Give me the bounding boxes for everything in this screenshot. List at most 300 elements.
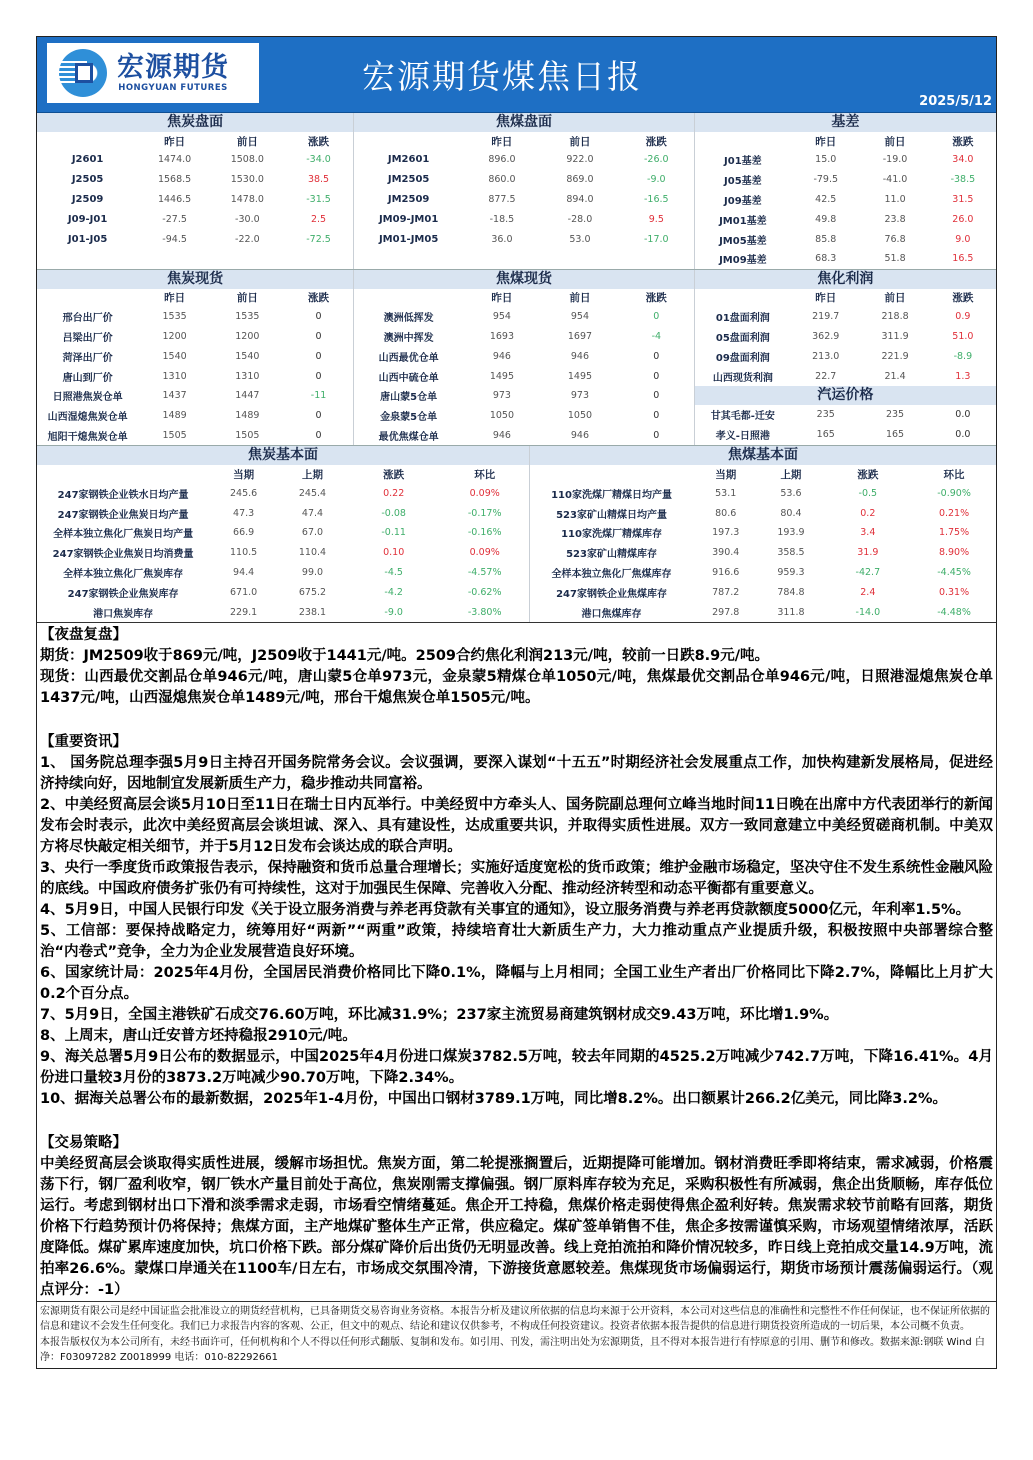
change-value: 0 [315, 350, 322, 362]
panel-title: 焦炭基本面 [37, 446, 529, 465]
coke-fundamentals-table [37, 465, 529, 622]
table-header-row [37, 465, 529, 483]
report-date: 2025/5/12 [919, 94, 992, 109]
truck-freight-table [695, 405, 996, 445]
table-row [354, 327, 693, 347]
column-header: 昨日 [164, 135, 186, 148]
prior-day-value: -19.0 [882, 154, 908, 166]
table-row [695, 405, 996, 425]
current-value: 297.8 [712, 606, 740, 618]
row-label: 247家钢铁企业焦炭库存 [67, 588, 179, 600]
yesterday-value: 1050 [489, 410, 515, 422]
row-label: 全样本独立焦化厂焦炭日均产量 [53, 529, 194, 541]
coke-spot-table [37, 289, 353, 446]
row-label: 01盘面利润 [715, 313, 770, 325]
row-label: 247家钢铁企业焦炭日均消费量 [52, 549, 194, 561]
table-row [695, 229, 996, 249]
yesterday-value: 1535 [162, 311, 187, 323]
column-header: 环比 [943, 468, 965, 481]
change-percent: 8.90% [938, 547, 970, 559]
table-row [37, 426, 353, 446]
table-row [37, 582, 529, 602]
previous-value: 238.1 [298, 606, 327, 618]
change-value: 34.0 [952, 154, 974, 166]
news-item: 3、央行一季度货币政策报告表示，保持融资和货币总量合理增长；实施好适度宽松的货币政策；维护金融市场稳定，坚决守住不发生系统性金融风险的底线。中国政府债务扩张仍有可持续性，这对于加强民生保障、完善收入分配、推动经济转型和动态平衡都有重要意义。 [40, 859, 993, 897]
change-value: -31.5 [306, 193, 331, 205]
row-label: J01基差 [724, 156, 762, 168]
table-row [695, 209, 996, 229]
row-label: 247家钢铁企业焦炭日均产量 [57, 509, 189, 521]
current-value: 671.0 [230, 586, 258, 598]
news-item: 6、国家统计局：2025年4月份，全国居民消费价格同比下降0.1%，降幅与上月相同；全国工业生产者出厂价格同比下降2.7%，降幅比上月扩大0.2个百分点。 [40, 964, 993, 1002]
table-row [695, 150, 996, 170]
prior-day-value: 235 [885, 409, 905, 421]
row-label: JM2601 [387, 154, 430, 166]
yesterday-value: 36.0 [491, 233, 513, 245]
row-label: J01-J05 [67, 233, 108, 245]
previous-value: 99.0 [301, 566, 324, 578]
coke-fundamentals-panel [37, 446, 530, 622]
change-percent: 0.09% [469, 547, 500, 559]
column-header: 前日 [236, 135, 258, 148]
yesterday-value: 68.3 [815, 253, 837, 265]
column-header: 前日 [569, 292, 591, 305]
coking-coal-fundamentals-panel [530, 446, 996, 622]
column-header: 涨跌 [645, 292, 667, 305]
previous-value: 193.9 [777, 527, 805, 539]
yesterday-value: 165 [816, 429, 835, 441]
news-item: 1、 国务院总理李强5月9日主持召开国务院常务会议。会议强调，要深入谋划“十五五”时期经济社会发展重点工作，加快构建新发展格局，促进经济持续向好，因地制宜发展新质生产力，稳步推动共同富裕。 [40, 754, 993, 792]
prior-day-value: 954 [570, 311, 590, 323]
panel-title: 焦煤盘面 [354, 113, 693, 132]
row-label: 金泉蒙5仓单 [380, 412, 438, 424]
column-header: 昨日 [491, 292, 513, 305]
data-tables [37, 113, 996, 623]
yesterday-value: 362.9 [812, 330, 840, 342]
table-row [37, 327, 353, 347]
row-label: 05盘面利润 [715, 332, 770, 344]
column-header: 涨跌 [383, 468, 405, 481]
yesterday-value: 877.5 [488, 193, 516, 205]
prior-day-value: 76.8 [884, 233, 906, 245]
prior-day-value: 1535 [235, 311, 260, 323]
strategy-text: 中美经贸高层会谈取得实质性进展，缓解市场担忧。焦炭方面，第二轮提涨搁置后，近期提降可能增加。钢材消费旺季即将结束，需求减弱，价格震荡下行，钢厂盈利收窄，钢厂铁水产量目前处于高位，焦炭刚需支撑偏强。钢厂原料库存较为充足，采购积极性有所减弱，焦企出货顺畅，库存低位运行。考虑到钢材出口下滑和淡季需求走弱，市场看空情绪蔓延。焦企开工持稳，焦煤价格走弱使得焦企盈利好转。焦炭需求较节前略有回落，期货价格下行趋势预计仍将保持；焦煤方面，主产地煤矿整体生产正常，供应稳定。煤矿签单销售不佳，焦企多按需谨慎采购，市场观望情绪浓厚，活跃度降低。煤矿累库速度加快，坑口价格下跌。部分煤矿降价后出货仍无明显改善。线上竞拍流拍和降价情况较多，昨日线上竞拍成交量14.9万吨，流拍率26.6%。蒙煤口岸通关在1100车/日左右，市场成交氛围冷清，下游接货意愿较差。焦煤现货市场偏弱运行，期货市场预计震荡偏弱运行。（观点评分：-1） [40, 1155, 993, 1298]
yesterday-value: 1693 [489, 330, 515, 342]
prior-day-value: 973 [570, 390, 590, 402]
logo-en-text: HONGYUAN FUTURES [118, 83, 228, 93]
row-label: 孝义-日照港 [715, 431, 770, 443]
table-row [354, 426, 693, 446]
table-row [37, 307, 353, 327]
row-label: 吕梁出厂价 [62, 332, 113, 344]
current-value: 390.4 [712, 547, 740, 559]
column-header: 环比 [474, 468, 496, 481]
coke-futures-table [37, 132, 353, 269]
disclaimer [37, 1301, 996, 1368]
column-header [37, 132, 138, 150]
change-value: -16.5 [644, 193, 669, 205]
prior-day-value: 1530.0 [230, 174, 264, 186]
change-value: 0.9 [955, 311, 971, 323]
table-row [37, 366, 353, 386]
current-value: 110.5 [230, 547, 258, 559]
table-row [695, 307, 996, 327]
news-item: 9、海关总署5月9日公布的数据显示，中国2025年4月份进口煤炭3782.5万吨，较去年同期的4525.2万吨减少742.7万吨，下降16.41%。4月份进口量较3月份的3873.2万吨减少90.70万吨，下降2.34%。 [40, 1048, 993, 1086]
change-value: 0 [315, 311, 322, 323]
change-percent: -0.62% [467, 586, 502, 598]
news-item: 4、5月9日，中国人民银行印发《关于设立服务消费与养老再贷款有关事宜的通知》，设立服务消费与养老再贷款额度5000亿元，年利率1.5%。 [40, 901, 971, 918]
column-header: 上期 [780, 468, 802, 481]
change-value: 0 [315, 410, 322, 422]
change-value: 0 [653, 390, 660, 402]
yesterday-value: 42.5 [815, 193, 837, 205]
prior-day-value: 311.9 [881, 330, 909, 342]
row-label: J2509 [71, 193, 104, 205]
column-header: 昨日 [491, 135, 513, 148]
column-header [354, 289, 463, 307]
news-section [37, 730, 996, 1131]
column-header: 涨跌 [308, 135, 330, 148]
table-row [354, 346, 693, 366]
change-value: -42.7 [855, 566, 881, 578]
table-row [354, 366, 693, 386]
previous-value: 784.8 [777, 586, 805, 598]
table-row [530, 602, 996, 622]
news-item: 10、据海关总署公布的最新数据，2025年1-4月份，中国出口钢材3789.1万吨，同比增8.2%。出口额累计266.2亿美元，同比降3.2%。 [40, 1090, 947, 1107]
table-row [695, 366, 996, 386]
change-value: 0 [653, 350, 660, 362]
prior-day-value: -28.0 [567, 213, 593, 225]
table-row [37, 170, 353, 190]
previous-value: 311.8 [777, 606, 805, 618]
change-value: -34.0 [306, 154, 331, 166]
column-header: 上期 [302, 468, 323, 481]
change-percent: -0.17% [467, 507, 502, 519]
current-value: 197.3 [712, 527, 740, 539]
panel-title: 焦化利润 [695, 270, 996, 289]
table-row [354, 190, 693, 210]
row-label: J05基差 [724, 176, 762, 188]
change-percent: -3.80% [467, 606, 502, 618]
change-value: 0.0 [955, 429, 971, 441]
table-header-row [695, 132, 996, 150]
yesterday-value: -18.5 [489, 213, 515, 225]
column-header: 昨日 [815, 292, 837, 305]
change-percent: 0.31% [938, 586, 970, 598]
row-label: JM01-JM05 [378, 233, 439, 245]
current-value: 66.9 [233, 527, 255, 539]
yesterday-value: -27.5 [162, 213, 187, 225]
change-value: -11 [310, 390, 327, 402]
change-value: -4 [651, 330, 662, 342]
hongyuan-logo-icon [55, 47, 111, 99]
row-label: 09盘面利润 [715, 352, 770, 364]
change-percent: -0.16% [467, 527, 502, 539]
table-row [530, 483, 996, 503]
row-label: 110家洗煤厂精煤库存 [561, 529, 662, 541]
section-heading: 【交易策略】 [40, 1134, 127, 1151]
prior-day-value: -22.0 [235, 233, 260, 245]
table-row [354, 209, 693, 229]
yesterday-value: 1495 [489, 370, 515, 382]
change-value: 0.0 [955, 409, 971, 421]
row-label: 全样本独立焦化厂焦煤库存 [551, 568, 672, 580]
row-label: 澳洲低挥发 [383, 313, 434, 325]
coking-profit-table [695, 289, 996, 386]
row-label: 菏泽出厂价 [62, 352, 113, 364]
previous-value: 80.4 [780, 507, 802, 519]
news-item: 5、工信部：要保持战略定力，统筹用好“两新”“两重”政策，持续培育壮大新质生产力，大力推动重点产业提质升级，积极按照中央部署综合整治“内卷式”竞争，全力为企业发展营造良好环境。 [40, 922, 993, 960]
row-label: JM2509 [387, 193, 430, 205]
change-value: 0 [315, 370, 322, 382]
previous-value: 47.4 [301, 507, 324, 519]
previous-value: 675.2 [298, 586, 327, 598]
row-label: J2505 [71, 174, 104, 186]
change-value: 9.0 [955, 233, 971, 245]
panel-title: 基差 [695, 113, 996, 132]
change-value: 31.5 [952, 193, 974, 205]
column-header: 前日 [236, 292, 258, 305]
yesterday-value: 15.0 [815, 154, 837, 166]
row-label: 523家矿山精煤日均产量 [556, 509, 667, 521]
strategy-section [37, 1131, 996, 1301]
table-row [695, 249, 996, 269]
change-value: -9.0 [647, 174, 666, 186]
table-row [695, 425, 996, 445]
change-value: -14.0 [855, 606, 881, 618]
prior-day-value: -41.0 [882, 174, 908, 186]
table-row [354, 150, 693, 170]
change-value: 1.3 [955, 370, 971, 382]
yesterday-value: 213.0 [812, 350, 840, 362]
night-spot-text: 现货：山西最优交割品仓单946元/吨，唐山蒙5仓单973元，金泉蒙5精煤仓单1050元/吨，焦煤最优交割品仓单946元/吨，日照港湿熄焦炭仓单1437元/吨，山西湿熄焦炭仓单1489元/吨，邢台干熄焦炭仓单1505元/吨。 [40, 668, 993, 706]
night-futures-text: 期货：JM2509收于869元/吨，J2509收于1441元/吨。2509合约焦化利润213元/吨，较前一日跌8.9元/吨。 [40, 647, 770, 664]
previous-value: 67.0 [301, 527, 324, 539]
row-label: 山西现货利润 [712, 372, 773, 384]
row-label: 全样本独立焦化厂焦炭库存 [63, 568, 184, 580]
change-value: 0.2 [860, 507, 876, 519]
row-label: 日照港焦炭仓单 [52, 392, 123, 404]
row-label: 最优焦煤仓单 [378, 431, 439, 443]
prior-day-value: 21.4 [884, 370, 906, 382]
previous-value: 245.4 [298, 487, 327, 499]
column-header: 昨日 [164, 292, 186, 305]
change-value: -0.11 [381, 527, 406, 539]
table-row [37, 483, 529, 503]
previous-value: 959.3 [777, 566, 805, 578]
panel-title: 焦炭盘面 [37, 113, 353, 132]
change-value: 31.9 [857, 547, 879, 559]
news-item: 8、上周末，唐山迁安普方坯持稳报2910元/吨。 [40, 1027, 357, 1044]
prior-day-value: 53.0 [569, 233, 591, 245]
change-value: 0 [653, 410, 660, 422]
company-logo [47, 43, 259, 103]
table-header-row [354, 132, 693, 150]
table-row [354, 170, 693, 190]
row-label: J2601 [71, 154, 104, 166]
prior-day-value: 1310 [235, 370, 260, 382]
change-value: 3.4 [860, 527, 876, 539]
change-value: 0.22 [383, 487, 405, 499]
yesterday-value: 85.8 [815, 233, 837, 245]
table-row [530, 563, 996, 583]
table-row [530, 582, 996, 602]
column-header: 涨跌 [645, 135, 667, 148]
panel-title: 焦煤基本面 [530, 446, 996, 465]
prior-day-value: 1489 [235, 410, 260, 422]
table-row [695, 327, 996, 347]
prior-day-value: 1697 [567, 330, 593, 342]
change-value: 2.4 [860, 586, 876, 598]
prior-day-value: 1505 [235, 429, 260, 441]
table-row [354, 307, 693, 327]
change-value: 26.0 [952, 213, 974, 225]
change-percent: -4.45% [937, 566, 971, 578]
prior-day-value: 1495 [567, 370, 593, 382]
row-label: 山西湿熄焦炭仓单 [47, 412, 128, 424]
yesterday-value: 954 [492, 311, 511, 323]
prior-day-value: -30.0 [235, 213, 260, 225]
yesterday-value: 1505 [162, 429, 187, 441]
prior-day-value: 51.8 [884, 253, 906, 265]
table-row [37, 503, 529, 523]
row-label: 110家洗煤厂精煤日均产量 [551, 489, 672, 501]
table-row [37, 229, 353, 249]
row-label: 247家钢铁企业焦煤库存 [556, 588, 667, 600]
current-value: 94.4 [233, 566, 255, 578]
basis-panel [695, 113, 996, 269]
table-row [354, 406, 693, 426]
prior-day-value: 922.0 [566, 154, 594, 166]
panel-title: 焦炭现货 [37, 270, 353, 289]
change-value: 0 [315, 330, 322, 342]
column-header: 前日 [884, 292, 906, 305]
column-header: 前日 [884, 135, 906, 148]
table-header-row [37, 132, 353, 150]
current-value: 80.6 [715, 507, 737, 519]
change-value: -4.5 [384, 566, 403, 578]
column-header [695, 132, 791, 150]
table-row [37, 209, 353, 229]
table-row [695, 346, 996, 366]
current-value: 787.2 [712, 586, 740, 598]
table-row [37, 406, 353, 426]
column-header [695, 289, 791, 307]
coking-profit-panel [695, 270, 996, 446]
current-value: 245.6 [230, 487, 258, 499]
section-heading: 【重要资讯】 [40, 733, 127, 750]
row-label: 山西最优仓单 [378, 352, 439, 364]
news-item: 2、中美经贸高层会谈5月10日至11日在瑞士日内瓦举行。中美经贸中方牵头人、国务院副总理何立峰当地时间11日晚在出席中方代表团举行的新闻发布会时表示，此次中美经贸高层会谈坦诚、深入、具有建设性，达成重要共识，并取得实质性进展。双方一致同意建立中美经贸磋商机制。中美双方将尽快敲定相关细节，并于5月12日发布会谈达成的联合声明。 [40, 796, 993, 855]
night-review-section [37, 623, 996, 730]
change-value: 2.5 [310, 213, 327, 225]
table-row [695, 170, 996, 190]
prior-day-value: 165 [885, 429, 905, 441]
table-row [37, 386, 353, 406]
row-label: 港口焦炭库存 [93, 608, 154, 620]
table-row [530, 523, 996, 543]
current-value: 53.1 [715, 487, 737, 499]
prior-day-value: 23.8 [884, 213, 906, 225]
row-label: 港口焦煤库存 [581, 608, 642, 620]
table-row [354, 249, 693, 269]
change-percent: 1.75% [938, 527, 970, 539]
disclaimer-text: 宏源期货有限公司是经中国证监会批准设立的期货经营机构，已具备期货交易咨询业务资格。本报告分析及建议所依据的信息均来源于公开资料，本公司对这些信息的准确性和完整性不作任何保证，也不保证所依据的信息和建议不会发生任何变化。我们已力求报告内容的客观、公正，但文中的观点、结论和建议仅供参考，不构成任何投资建议。投资者依据本报告提供的信息进行期货投资所造成的一切后果，本公司概不负责。 [40, 1305, 990, 1333]
prior-day-value: 1050 [567, 410, 593, 422]
yesterday-value: 219.7 [812, 311, 840, 323]
coking-coal-spot-panel [354, 270, 694, 446]
change-value: -0.5 [858, 487, 878, 499]
yesterday-value: 1568.5 [157, 174, 192, 186]
prior-day-value: 894.0 [566, 193, 594, 205]
table-row [530, 503, 996, 523]
basis-table [695, 132, 996, 269]
table-row [695, 190, 996, 210]
column-header: 当期 [233, 468, 255, 481]
change-value: -4.2 [384, 586, 403, 598]
prior-day-value: 1200 [235, 330, 260, 342]
change-value: 9.5 [648, 213, 664, 225]
prior-day-value: 1508.0 [230, 154, 264, 166]
daily-report [36, 36, 997, 1369]
table-header-row [530, 465, 996, 483]
coke-spot-panel [37, 270, 354, 446]
row-label: J09-J01 [67, 213, 108, 225]
table-row [530, 543, 996, 563]
change-value: -17.0 [644, 233, 669, 245]
prior-day-value: 11.0 [884, 193, 906, 205]
prior-day-value: 1540 [235, 350, 260, 362]
yesterday-value: -79.5 [813, 174, 839, 186]
row-label: JM01基差 [719, 215, 767, 227]
table-row [37, 150, 353, 170]
prior-day-value: 869.0 [566, 174, 594, 186]
current-value: 47.3 [233, 507, 255, 519]
row-label: 甘其毛都-迁安 [710, 411, 775, 423]
yesterday-value: 946 [492, 350, 511, 362]
row-label: 247家钢铁企业铁水日均产量 [57, 489, 189, 501]
change-value: 0 [315, 429, 322, 441]
table-row [37, 346, 353, 366]
yesterday-value: 1489 [162, 410, 187, 422]
prior-day-value: 221.9 [881, 350, 909, 362]
table-row [354, 229, 693, 249]
table-row [37, 523, 529, 543]
table-header-row [37, 289, 353, 307]
copyright-text: 本报告版权仅为本公司所有，未经书面许可，任何机构和个人不得以任何形式翻版、复制和发布。如引用、刊发，需注明出处为宏源期货，且不得对本报告进行有悖原意的引用、删节和修改。数据来源:钢联 Wind 白净：F03097282 Z0018999 电话：010-82292661 [40, 1336, 985, 1364]
yesterday-value: 1540 [162, 350, 187, 362]
change-value: 51.0 [952, 330, 974, 342]
column-header [37, 465, 209, 483]
column-header [354, 132, 463, 150]
yesterday-value: 896.0 [488, 154, 516, 166]
yesterday-value: 235 [816, 409, 835, 421]
column-header: 当期 [715, 468, 737, 481]
section-heading: 【夜盘复盘】 [40, 626, 127, 643]
change-value: -9.0 [384, 606, 403, 618]
row-label: JM05基差 [719, 235, 767, 247]
table-row [37, 602, 529, 622]
yesterday-value: 1310 [162, 370, 187, 382]
coke-futures-panel [37, 113, 354, 269]
yesterday-value: 1474.0 [157, 154, 192, 166]
column-header [530, 465, 693, 483]
report-header [37, 37, 996, 113]
table-header-row [695, 289, 996, 307]
previous-value: 110.4 [298, 547, 327, 559]
prior-day-value: 1447 [235, 390, 260, 402]
logo-cn-text: 宏源期货 [117, 52, 229, 83]
